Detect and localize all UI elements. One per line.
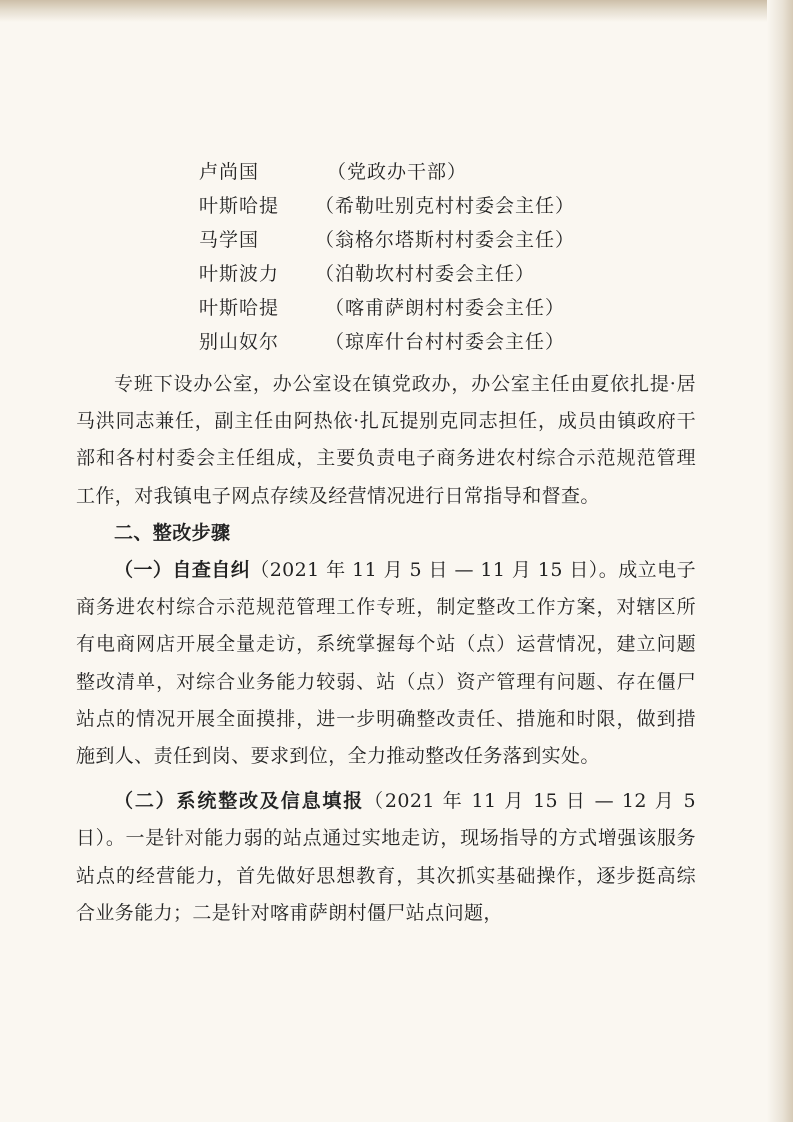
- member-list: [199, 155, 619, 359]
- member-role: （喀甫萨朗村村委会主任）: [325, 297, 566, 319]
- member-name: 叶斯哈提: [199, 297, 280, 319]
- member-row: [199, 325, 619, 359]
- member-role: （泊勒坎村村委会主任）: [315, 263, 536, 285]
- step2-paragraph: [76, 783, 696, 932]
- member-name: 叶斯波力: [199, 263, 280, 285]
- member-name: 叶斯哈提: [199, 195, 280, 217]
- section-heading: 二、整改步骤: [114, 521, 231, 544]
- step1-body: （2021 年 11 月 5 日 — 11 月 15 日）。成立电子商务进农村综合示范规范管理工作专班，制定整改工作方案，对辖区所有电商网店开展全量走访，系统掌握每个站（点）运营情况，建立问题整改清单，对综合业务能力较弱、站（点）资产管理有问题、存在僵尸站点的情况开展全面摸排，进一步明确整改责任、措施和时限，做到措施到人、责任到岗、要求到位，全力推动整改任务落到实处。: [76, 559, 696, 768]
- member-name: 卢尚国: [199, 161, 260, 183]
- step1-title: （一）自查自纠: [114, 559, 251, 582]
- member-role: （琼库什台村村委会主任）: [325, 331, 566, 353]
- member-row: [199, 189, 619, 223]
- step2-title: （二）系统整改及信息填报: [114, 790, 365, 813]
- office-paragraph: 专班下设办公室，办公室设在镇党政办，办公室主任由夏依扎提·居马洪同志兼任，副主任由阿热依·扎瓦提别克同志担任，成员由镇政府干部和各村村委会主任组成，主要负责电子商务进农村综合示范规范管理工作，对我镇电子网点存续及经营情况进行日常指导和督查。: [76, 373, 696, 507]
- member-role: （翁格尔塔斯村村委会主任）: [315, 229, 576, 251]
- member-row: [199, 291, 619, 325]
- member-name: 别山奴尔: [199, 331, 280, 353]
- member-name: 马学国: [199, 229, 260, 251]
- step1-paragraph: [76, 552, 696, 775]
- member-row: [199, 155, 619, 189]
- member-role: （党政办干部）: [327, 161, 468, 183]
- member-row: [199, 257, 619, 291]
- step2-body: （2021 年 11 月 15 日 — 12 月 5 日）。一是针对能力弱的站点通过实地走访，现场指导的方式增强该服务站点的经营能力，首先做好思想教育，其次抓实基础操作，逐步挺高综合业务能力；二是针对喀甫萨朗村僵尸站点问题，: [76, 790, 696, 924]
- body-text: [76, 366, 696, 932]
- member-row: [199, 223, 619, 257]
- member-role: （希勒吐别克村村委会主任）: [315, 195, 576, 217]
